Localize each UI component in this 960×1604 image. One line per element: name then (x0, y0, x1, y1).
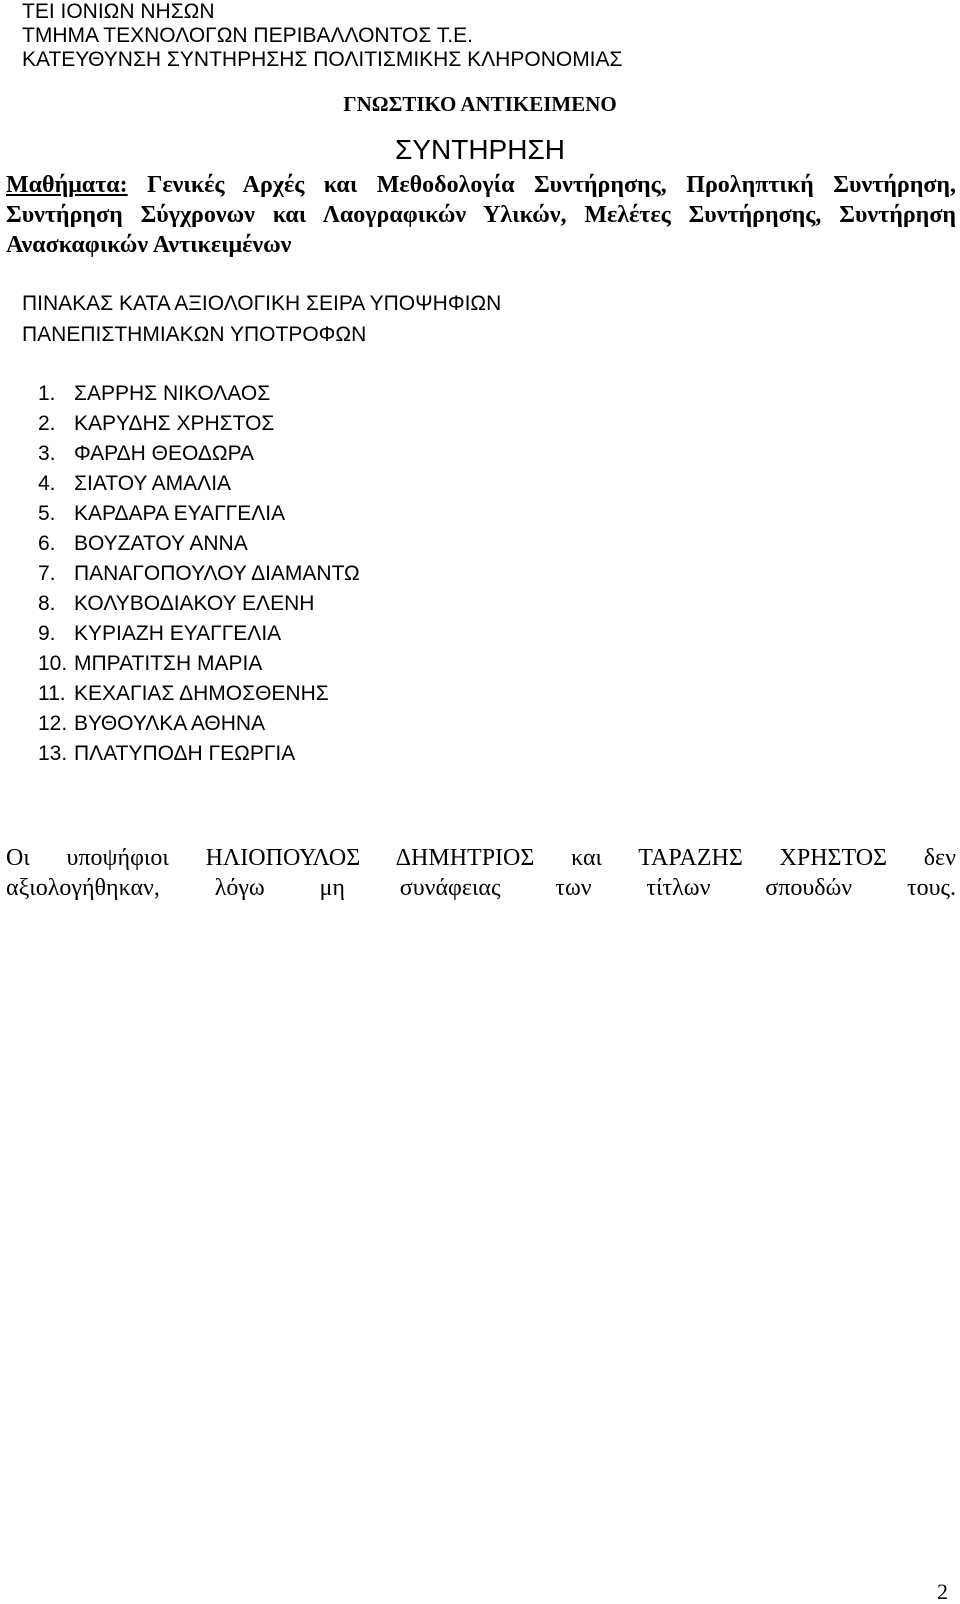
list-item (38, 709, 360, 739)
direction-name: ΚΑΤΕΥΘΥΝΣΗ ΣΥΝΤΗΡΗΣΗΣ ΠΟΛΙΤΙΣΜΙΚΗΣ ΚΛΗΡΟΝΟΜΙΑΣ (22, 48, 623, 71)
list-item-number: 9. (38, 622, 56, 645)
list-item (38, 499, 360, 529)
candidate-name: ΒΥΘΟΥΛΚΑ ΑΘΗΝΑ (74, 712, 266, 735)
list-item (38, 469, 360, 499)
list-item (38, 589, 360, 619)
list-item-number: 8. (38, 592, 56, 615)
list-item-number: 11. (38, 682, 66, 705)
list-item (38, 439, 360, 469)
exclusion-note-line1: Οι υποψήφιοι ΗΛΙΟΠΟΥΛΟΣ ΔΗΜΗΤΡΙΟΣ και ΤΑΡΑΖΗΣ ΧΡΗΣΤΟΣ δεν (6, 845, 956, 871)
main-title: ΣΥΝΤΗΡΗΣΗ (395, 134, 565, 165)
candidate-name: ΠΑΝΑΓΟΠΟΥΛΟΥ ΔΙΑΜΑΝΤΩ (74, 562, 360, 585)
list-item-number: 10. (38, 652, 68, 675)
list-item-number: 3. (38, 442, 56, 465)
list-item (38, 409, 360, 439)
candidate-name: ΣΙΑΤΟΥ ΑΜΑΛΙΑ (74, 472, 232, 495)
list-item-number: 5. (38, 502, 56, 525)
list-item (38, 739, 360, 769)
institution-name: ΤΕΙ ΙΟΝΙΩΝ ΝΗΣΩΝ (22, 0, 215, 23)
ranking-title (22, 288, 722, 350)
candidate-name: ΚΕΧΑΓΙΑΣ ΔΗΜΟΣΘΕΝΗΣ (74, 682, 329, 705)
ranking-title-line1: ΠΙΝΑΚΑΣ ΚΑΤΑ ΑΞΙΟΛΟΓΙΚΗ ΣΕΙΡΑ ΥΠΟΨΗΦΙΩΝ (22, 292, 502, 315)
subject-heading: ΓΝΩΣΤΙΚΟ ΑΝΤΙΚΕΙΜΕΝΟ (343, 92, 617, 116)
courses-label: Μαθήματα: (6, 172, 128, 198)
candidate-name: ΚΥΡΙΑΖΗ ΕΥΑΓΓΕΛΙΑ (74, 622, 282, 645)
exclusion-note-line2: αξιολογήθηκαν, λόγω μη συνάφειας των τίτλων σπουδών τους. (6, 875, 956, 901)
candidate-name: ΚΑΡΥΔΗΣ ΧΡΗΣΤΟΣ (74, 412, 275, 435)
candidate-name: ΠΛΑΤΥΠΟΔΗ ΓΕΩΡΓΙΑ (74, 742, 296, 765)
candidate-name: ΒΟΥΖΑΤΟΥ ΑΝΝΑ (74, 532, 248, 555)
courses-text: Γενικές Αρχές και Μεθοδολογία Συντήρησης, Προληπτική Συντήρηση, Συντήρηση Σύγχρονων και Λαογραφικών Υλικών, Μελέτες Συντήρησης, Συντήρηση Ανασκαφικών Αντικειμένων (6, 172, 957, 258)
exclusion-note (6, 843, 956, 903)
list-item-number: 6. (38, 532, 56, 555)
ranking-title-line2: ΠΑΝΕΠΙΣΤΗΜΙΑΚΩΝ ΥΠΟΤΡΟΦΩΝ (22, 323, 367, 346)
list-item (38, 679, 360, 709)
department-name: ΤΜΗΜΑ ΤΕΧΝΟΛΟΓΩΝ ΠΕΡΙΒΑΛΛΟΝΤΟΣ Τ.Ε. (22, 24, 473, 47)
list-item-number: 1. (38, 382, 56, 405)
candidate-name: ΚΑΡΔΑΡΑ ΕΥΑΓΓΕΛΙΑ (74, 502, 286, 525)
page-number: 2 (937, 1579, 948, 1604)
courses-paragraph (6, 170, 956, 260)
list-item-number: 7. (38, 562, 56, 585)
list-item (38, 619, 360, 649)
list-item (38, 559, 360, 589)
list-item-number: 2. (38, 412, 56, 435)
list-item (38, 379, 360, 409)
candidate-name: ΣΑΡΡΗΣ ΝΙΚΟΛΑΟΣ (74, 382, 271, 405)
list-item-number: 12. (38, 712, 68, 735)
candidate-list (38, 379, 360, 769)
list-item-number: 4. (38, 472, 56, 495)
list-item (38, 649, 360, 679)
candidate-name: ΚΟΛΥΒΟΔΙΑΚΟΥ ΕΛΕΝΗ (74, 592, 315, 615)
document-header (22, 0, 623, 72)
candidate-name: ΜΠΡΑΤΙΤΣΗ ΜΑΡΙΑ (74, 652, 263, 675)
candidate-name: ΦΑΡΔΗ ΘΕΟΔΩΡΑ (74, 442, 255, 465)
list-item-number: 13. (38, 742, 68, 765)
list-item (38, 529, 360, 559)
